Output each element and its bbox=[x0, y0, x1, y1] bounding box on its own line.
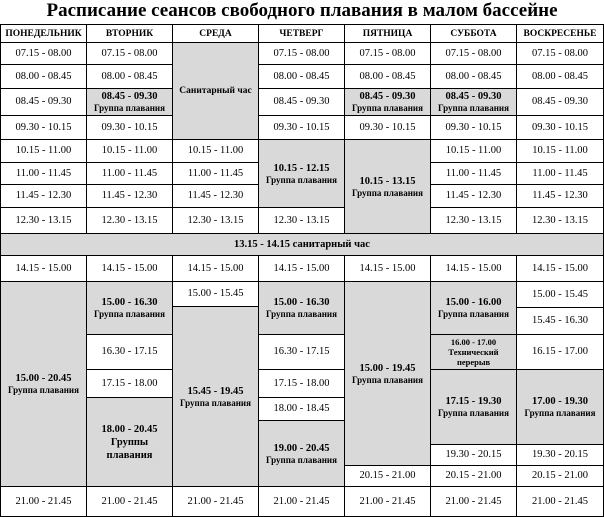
tuesday-slot: 11.00 - 11.45 bbox=[86, 162, 173, 185]
friday-group-block bbox=[344, 281, 431, 466]
wednesday-slot: 15.00 - 15.45 bbox=[172, 281, 259, 307]
thursday-slot: 14.15 - 15.00 bbox=[258, 255, 345, 282]
thursday-slot: 07.15 - 08.00 bbox=[258, 42, 345, 65]
saturday-slot: 11.00 - 11.45 bbox=[430, 162, 517, 185]
sunday-group-block bbox=[516, 369, 604, 445]
tech-break-time: 16.00 - 17.00 bbox=[450, 337, 497, 347]
thursday-slot: 17.15 - 18.00 bbox=[258, 369, 345, 398]
thursday-slot: 16.30 - 17.15 bbox=[258, 334, 345, 370]
sunday-slot: 10.15 - 11.00 bbox=[516, 139, 604, 163]
group-label: Группа плавания bbox=[265, 174, 337, 185]
friday-slot: 09.30 - 10.15 bbox=[344, 115, 431, 140]
sunday-slot: 21.00 - 21.45 bbox=[516, 486, 604, 517]
thursday-slot: 21.00 - 21.45 bbox=[258, 486, 345, 517]
wednesday-slot: 21.00 - 21.45 bbox=[172, 486, 259, 517]
saturday-slot: 20.15 - 21.00 bbox=[430, 465, 517, 487]
monday-slot: 08.00 - 08.45 bbox=[0, 64, 87, 89]
sunday-slot: 12.30 - 13.15 bbox=[516, 207, 604, 234]
monday-slot: 09.30 - 10.15 bbox=[0, 115, 87, 140]
tuesday-slot: 07.15 - 08.00 bbox=[86, 42, 173, 65]
sunday-slot: 11.45 - 12.30 bbox=[516, 184, 604, 208]
thursday-slot: 18.00 - 18.45 bbox=[258, 397, 345, 421]
sunday-slot: 15.00 - 15.45 bbox=[516, 281, 604, 308]
day-header-thursday: ЧЕТВЕРГ bbox=[258, 24, 345, 43]
friday-group-block bbox=[344, 139, 431, 234]
saturday-group-block bbox=[430, 369, 517, 445]
group-time: 17.00 - 19.30 bbox=[532, 396, 588, 407]
sunday-slot: 08.45 - 09.30 bbox=[516, 88, 604, 116]
thursday-group-block bbox=[258, 139, 345, 208]
monday-slot: 12.30 - 13.15 bbox=[0, 207, 87, 234]
sunday-slot: 20.15 - 21.00 bbox=[516, 465, 604, 487]
monday-slot: 08.45 - 09.30 bbox=[0, 88, 87, 116]
group-time: 08.45 - 09.30 bbox=[359, 91, 416, 102]
thursday-group-block bbox=[258, 420, 345, 487]
group-time: 15.00 - 16.30 bbox=[101, 297, 158, 308]
saturday-slot: 19.30 - 20.15 bbox=[430, 444, 517, 466]
saturday-slot: 14.15 - 15.00 bbox=[430, 255, 517, 282]
group-label: Группа плавания bbox=[351, 187, 423, 198]
day-header-wednesday: СРЕДА bbox=[172, 24, 259, 43]
tuesday-group-block bbox=[86, 397, 173, 487]
sunday-slot: 07.15 - 08.00 bbox=[516, 42, 604, 65]
group-time: 10.15 - 12.15 bbox=[273, 162, 330, 174]
group-time: 15.45 - 19.45 bbox=[187, 385, 244, 397]
monday-slot: 10.15 - 11.00 bbox=[0, 139, 87, 163]
monday-slot: 07.15 - 08.00 bbox=[0, 42, 87, 65]
tuesday-slot: 14.15 - 15.00 bbox=[86, 255, 173, 282]
wednesday-slot: 10.15 - 11.00 bbox=[172, 139, 259, 163]
sunday-slot: 11.00 - 11.45 bbox=[516, 162, 604, 185]
group-label: Группа плавания bbox=[437, 408, 509, 418]
monday-slot: 11.00 - 11.45 bbox=[0, 162, 87, 185]
wednesday-group-block bbox=[172, 306, 259, 487]
friday-group-block bbox=[344, 88, 431, 116]
day-header-tuesday: ВТОРНИК bbox=[86, 24, 173, 43]
friday-slot: 08.00 - 08.45 bbox=[344, 64, 431, 89]
saturday-slot: 10.15 - 11.00 bbox=[430, 139, 517, 163]
monday-slot: 21.00 - 21.45 bbox=[0, 486, 87, 517]
saturday-group-block bbox=[430, 281, 517, 335]
group-time: 15.00 - 16.00 bbox=[445, 297, 502, 308]
thursday-group-block bbox=[258, 281, 345, 335]
group-label: Группа плавания bbox=[179, 397, 251, 408]
day-header-monday: ПОНЕДЕЛЬНИК bbox=[0, 24, 87, 43]
saturday-tech-break bbox=[430, 334, 517, 370]
tuesday-group-block bbox=[86, 88, 173, 116]
tuesday-slot: 11.45 - 12.30 bbox=[86, 184, 173, 208]
saturday-slot: 11.45 - 12.30 bbox=[430, 184, 517, 208]
friday-slot: 21.00 - 21.45 bbox=[344, 486, 431, 517]
group-label: Группа плавания bbox=[93, 103, 165, 113]
tech-break-label: Технический перерыв bbox=[448, 347, 499, 367]
group-label: Группа плавания bbox=[265, 454, 337, 465]
tuesday-slot: 21.00 - 21.45 bbox=[86, 486, 173, 517]
sunday-slot: 15.45 - 16.30 bbox=[516, 307, 604, 335]
sunday-slot: 19.30 - 20.15 bbox=[516, 444, 604, 466]
saturday-group-block bbox=[430, 88, 517, 116]
tuesday-slot: 17.15 - 18.00 bbox=[86, 369, 173, 398]
friday-slot: 07.15 - 08.00 bbox=[344, 42, 431, 65]
group-label: Группа плавания bbox=[93, 309, 165, 319]
day-header-sunday: ВОСКРЕСЕНЬЕ bbox=[516, 24, 604, 43]
group-time: 19.00 - 20.45 bbox=[273, 442, 330, 454]
group-label: Группа плавания bbox=[437, 309, 509, 319]
group-label: Группа плавания bbox=[437, 103, 509, 113]
tuesday-group-block bbox=[86, 281, 173, 335]
saturday-slot: 07.15 - 08.00 bbox=[430, 42, 517, 65]
group-label: Группа плавания bbox=[524, 408, 596, 418]
group-label: Группа плавания bbox=[351, 374, 423, 385]
saturday-slot: 08.00 - 08.45 bbox=[430, 64, 517, 89]
sunday-slot: 09.30 - 10.15 bbox=[516, 115, 604, 140]
day-header-saturday: СУББОТА bbox=[430, 24, 517, 43]
sunday-slot: 14.15 - 15.00 bbox=[516, 255, 604, 282]
thursday-slot: 08.45 - 09.30 bbox=[258, 88, 345, 116]
group-time: 15.00 - 16.30 bbox=[273, 297, 330, 308]
monday-slot: 11.45 - 12.30 bbox=[0, 184, 87, 208]
group-label: Группа плавания bbox=[7, 385, 79, 395]
monday-slot: 14.15 - 15.00 bbox=[0, 255, 87, 282]
tuesday-slot: 10.15 - 11.00 bbox=[86, 139, 173, 163]
group-label: Группа плавания bbox=[351, 103, 423, 113]
wednesday-slot: 12.30 - 13.15 bbox=[172, 207, 259, 234]
group-time: 18.00 - 20.45 bbox=[101, 423, 158, 435]
group-label: Группы плавания bbox=[106, 436, 153, 461]
wednesday-slot: 11.45 - 12.30 bbox=[172, 184, 259, 208]
friday-slot: 14.15 - 15.00 bbox=[344, 255, 431, 282]
tuesday-slot: 09.30 - 10.15 bbox=[86, 115, 173, 140]
sanitary-break-row: 13.15 - 14.15 санитарный час bbox=[0, 233, 604, 256]
sunday-slot: 16.15 - 17.00 bbox=[516, 334, 604, 370]
thursday-slot: 09.30 - 10.15 bbox=[258, 115, 345, 140]
group-time: 15.00 - 19.45 bbox=[359, 362, 416, 374]
day-header-friday: ПЯТНИЦА bbox=[344, 24, 431, 43]
thursday-slot: 12.30 - 13.15 bbox=[258, 207, 345, 234]
saturday-slot: 12.30 - 13.15 bbox=[430, 207, 517, 234]
wednesday-slot: 11.00 - 11.45 bbox=[172, 162, 259, 185]
group-time: 10.15 - 13.15 bbox=[359, 175, 416, 187]
friday-slot: 20.15 - 21.00 bbox=[344, 465, 431, 487]
group-time: 15.00 - 20.45 bbox=[15, 373, 72, 384]
saturday-slot: 21.00 - 21.45 bbox=[430, 486, 517, 517]
group-time: 17.15 - 19.30 bbox=[445, 396, 502, 407]
thursday-slot: 08.00 - 08.45 bbox=[258, 64, 345, 89]
group-time: 08.45 - 09.30 bbox=[445, 91, 502, 102]
wednesday-slot: 14.15 - 15.00 bbox=[172, 255, 259, 282]
sunday-slot: 08.00 - 08.45 bbox=[516, 64, 604, 89]
group-label: Группа плавания bbox=[265, 309, 337, 319]
group-time: 08.45 - 09.30 bbox=[101, 91, 158, 102]
monday-group-block bbox=[0, 281, 87, 487]
tuesday-slot: 16.30 - 17.15 bbox=[86, 334, 173, 370]
saturday-slot: 09.30 - 10.15 bbox=[430, 115, 517, 140]
tuesday-slot: 08.00 - 08.45 bbox=[86, 64, 173, 89]
tuesday-slot: 12.30 - 13.15 bbox=[86, 207, 173, 234]
page-title: Расписание сеансов свободного плавания в малом бассейне bbox=[46, 0, 558, 21]
wednesday-sanitary-hour: Санитарный час bbox=[172, 42, 259, 140]
